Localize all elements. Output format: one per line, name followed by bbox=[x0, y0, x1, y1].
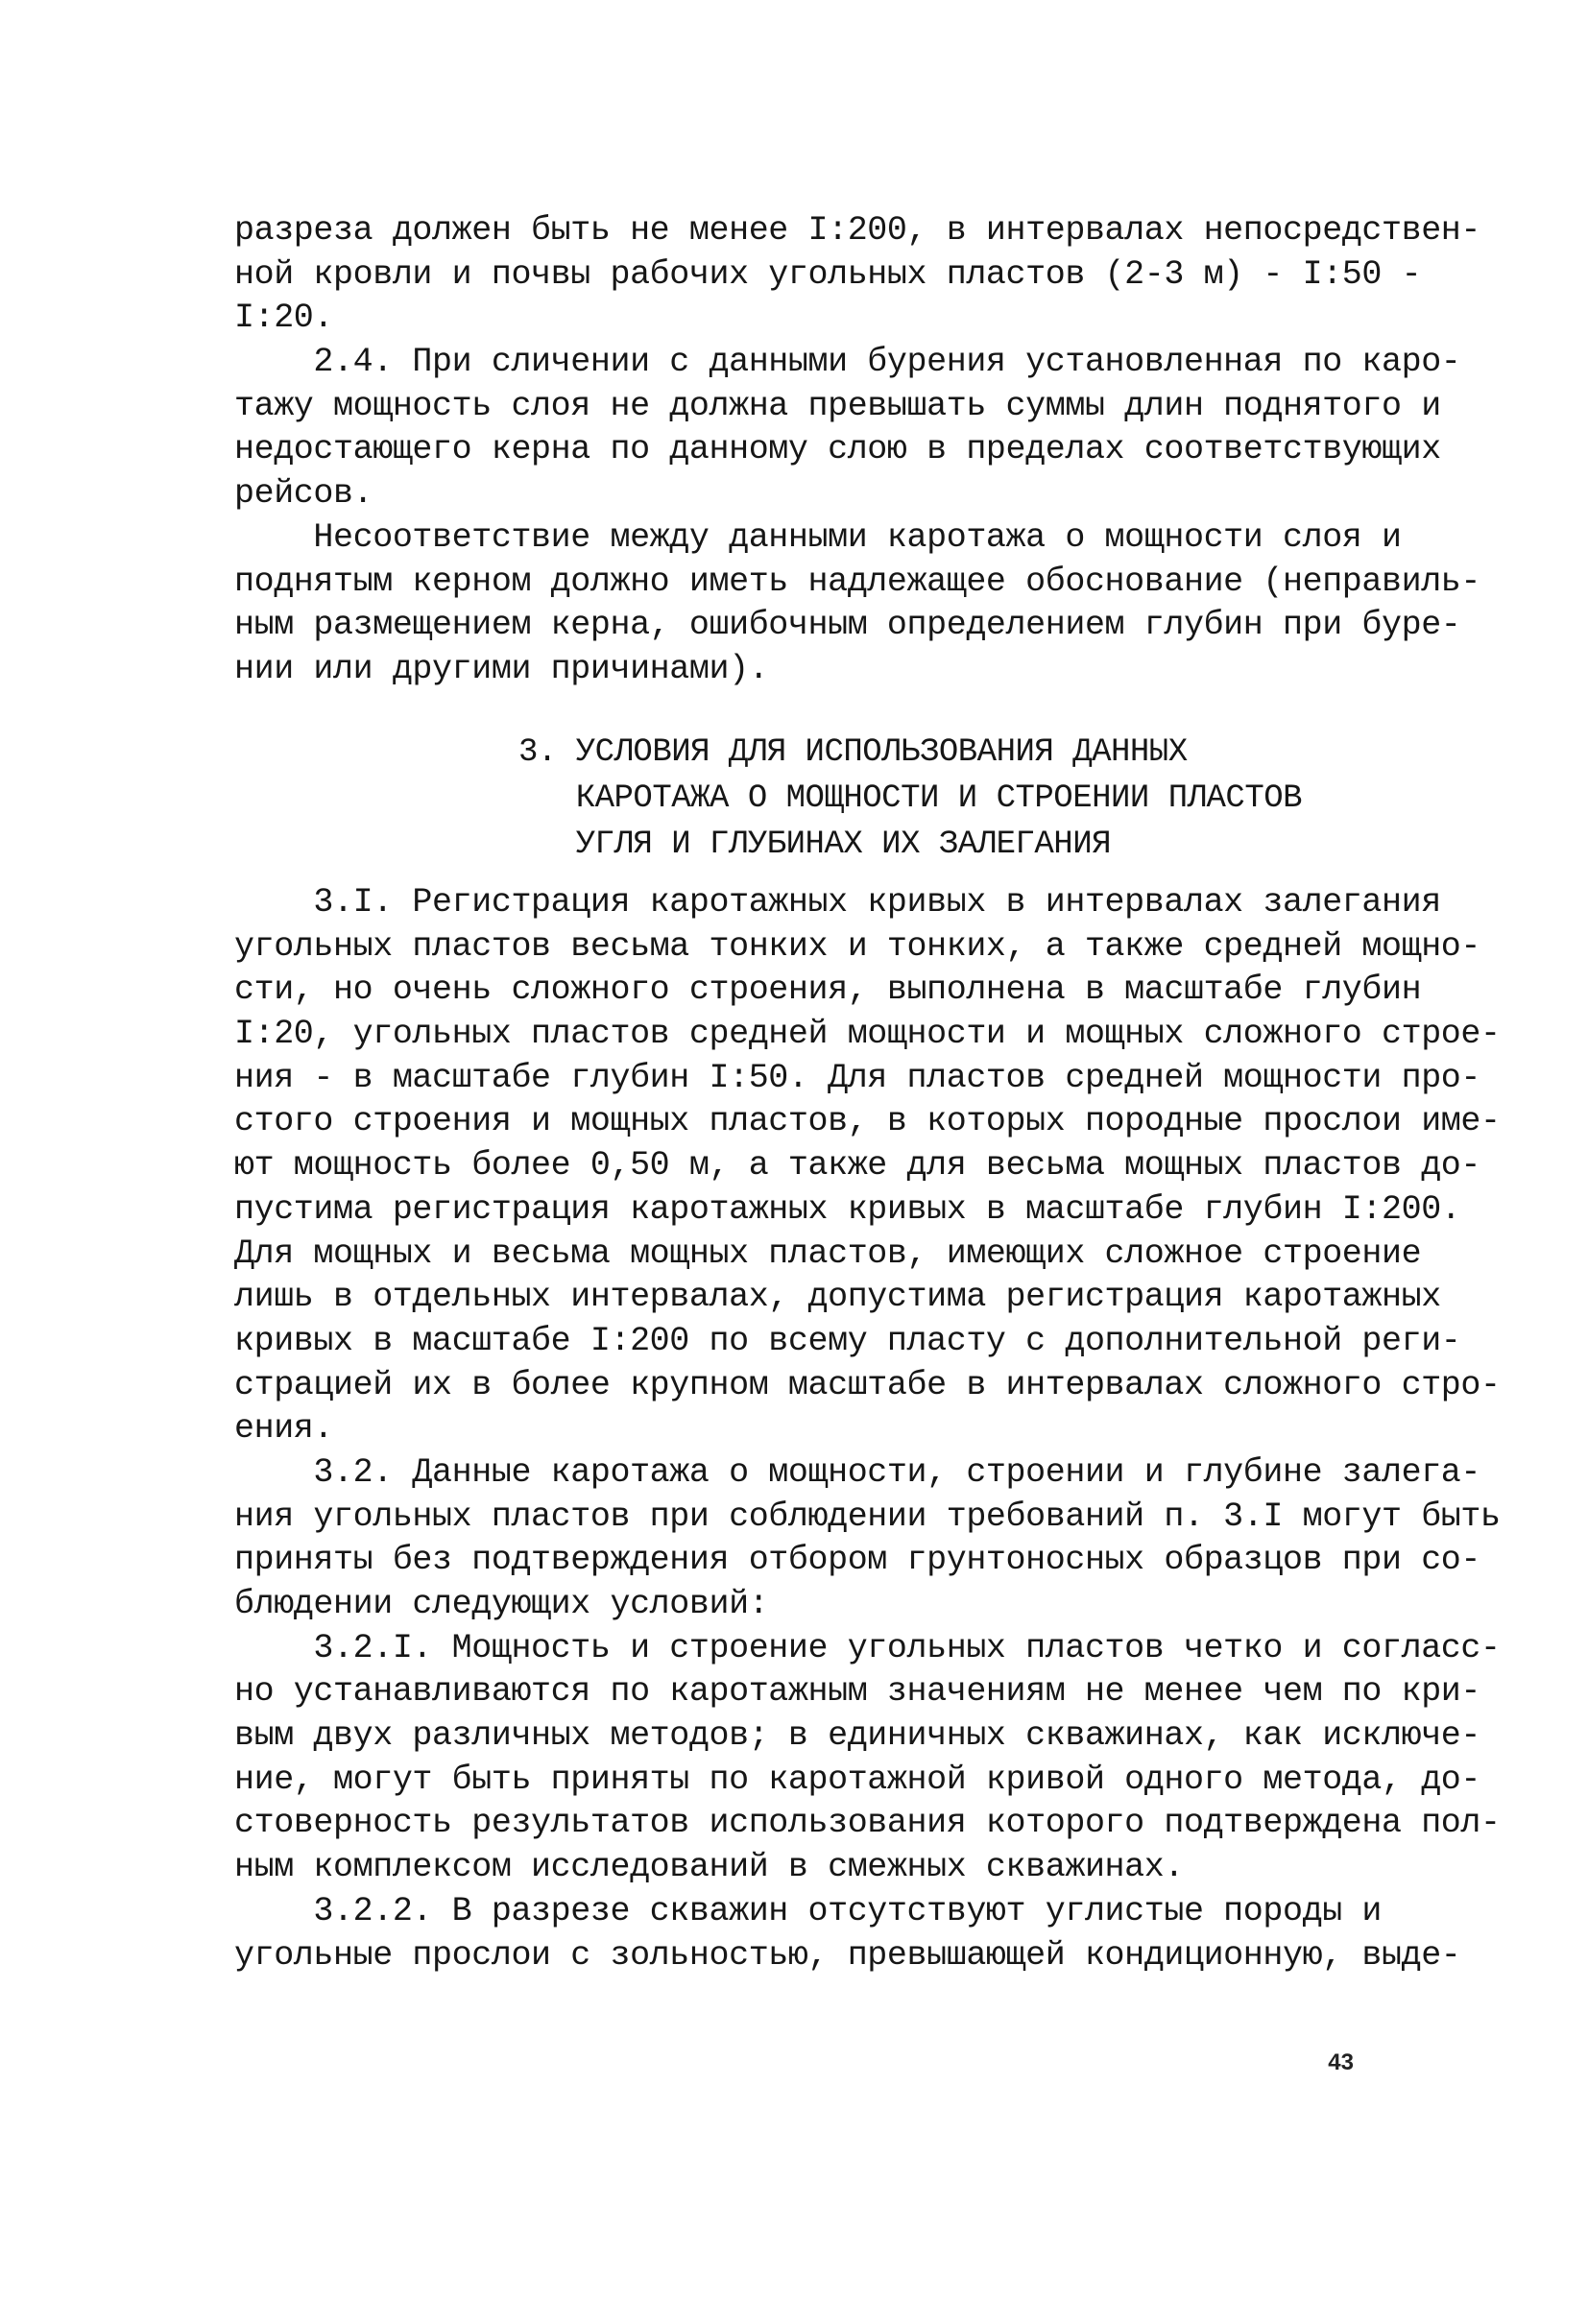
text-line: тажу мощность слоя не должна превышать суммы длин поднятого и bbox=[234, 386, 1441, 425]
text-line: угольных пластов весьма тонких и тонких, а также средней мощно- bbox=[234, 926, 1481, 966]
text-line: 3.2. Данные каротажа о мощности, строении и глубине залега- bbox=[234, 1452, 1481, 1492]
text-line: вым двух различных методов; в единичных скважинах, как исключе- bbox=[234, 1716, 1481, 1756]
text-line: ния угольных пластов при соблюдении требований п. 3.I могут быть bbox=[234, 1497, 1501, 1536]
text-line: ным размещением керна, ошибочным определением глубин при буре- bbox=[234, 606, 1461, 645]
text-line: поднятым керном должно иметь надлежащее обоснование (неправиль- bbox=[234, 562, 1481, 601]
text-line: ния - в масштабе глубин I:50. Для пластов средней мощности про- bbox=[234, 1058, 1481, 1097]
text-line: ние, могут быть приняты по каротажной кривой одного метода, до- bbox=[234, 1760, 1481, 1799]
text-line: 3.2.2. В разрезе скважин отсутствуют углистые породы и bbox=[234, 1891, 1382, 1930]
text-line: 3.I. Регистрация каротажных кривых в интервалах залегания bbox=[234, 883, 1441, 922]
text-line: ения. bbox=[234, 1409, 334, 1449]
text-line: разреза должен быть не менее I:200, в интервалах непосредствен- bbox=[234, 211, 1481, 250]
paragraph-section-2-continued bbox=[234, 209, 1481, 692]
text-line: недостающего керна по данному слою в пределах соответствующих bbox=[234, 430, 1441, 469]
text-line: ным комплексом исследований в смежных скважинах. bbox=[234, 1848, 1184, 1887]
text-line: стого строения и мощных пластов, в которых породные прослои име- bbox=[234, 1102, 1501, 1141]
text-line: Для мощных и весьма мощных пластов, имеющих сложное строение bbox=[234, 1234, 1422, 1273]
text-line: блюдении следующих условий: bbox=[234, 1585, 769, 1623]
text-line: 3.2.I. Мощность и строение угольных пластов четко и согласс- bbox=[234, 1628, 1501, 1667]
heading-line: УГЛЯ И ГЛУБИНАХ ИХ ЗАЛЕГАНИЯ bbox=[518, 827, 1112, 863]
text-line: но устанавливаются по каротажным значениям не менее чем по кри- bbox=[234, 1672, 1481, 1712]
text-line: лишь в отдельных интервалах, допустима регистрация каротажных bbox=[234, 1278, 1441, 1317]
text-line: страцией их в более крупном масштабе в интервалах сложного стро- bbox=[234, 1365, 1501, 1404]
text-line: нии или другими причинами). bbox=[234, 649, 769, 688]
text-line: кривых в масштабе I:200 по всему пласту с дополнительной реги- bbox=[234, 1321, 1461, 1360]
paragraph-section-3 bbox=[234, 881, 1501, 1977]
page-number: 43 bbox=[1328, 2049, 1354, 2075]
text-line: угольные прослои с зольностью, превышающей кондиционную, выде- bbox=[234, 1935, 1461, 1975]
text-line: ют мощность более 0,50 м, а также для весьма мощных пластов до- bbox=[234, 1146, 1481, 1186]
text-line: I:20, угольных пластов средней мощности и мощных сложного строе- bbox=[234, 1015, 1501, 1054]
heading-line: КАРОТАЖА О МОЩНОСТИ И СТРОЕНИИ ПЛАСТОВ bbox=[518, 780, 1303, 817]
text-line: Несоответствие между данными каротажа о мощности слоя и bbox=[234, 517, 1402, 557]
text-line: 2.4. При сличении с данными бурения установленная по каро- bbox=[234, 343, 1461, 382]
text-line: ной кровли и почвы рабочих угольных пластов (2-3 м) - I:50 - bbox=[234, 254, 1422, 294]
text-line: сти, но очень сложного строения, выполнена в масштабе глубин bbox=[234, 970, 1422, 1010]
text-line: рейсов. bbox=[234, 474, 373, 514]
text-line: приняты без подтверждения отбором грунтоносных образцов при со- bbox=[234, 1541, 1481, 1580]
section-3-heading bbox=[518, 730, 1303, 868]
text-line: пустима регистрация каротажных кривых в масштабе глубин I:200. bbox=[234, 1189, 1461, 1229]
text-line: I:20. bbox=[234, 299, 334, 338]
heading-line: 3. УСЛОВИЯ ДЛЯ ИСПОЛЬЗОВАНИЯ ДАННЫХ bbox=[518, 734, 1188, 771]
text-line: стоверность результатов использования которого подтверждена пол- bbox=[234, 1804, 1501, 1843]
